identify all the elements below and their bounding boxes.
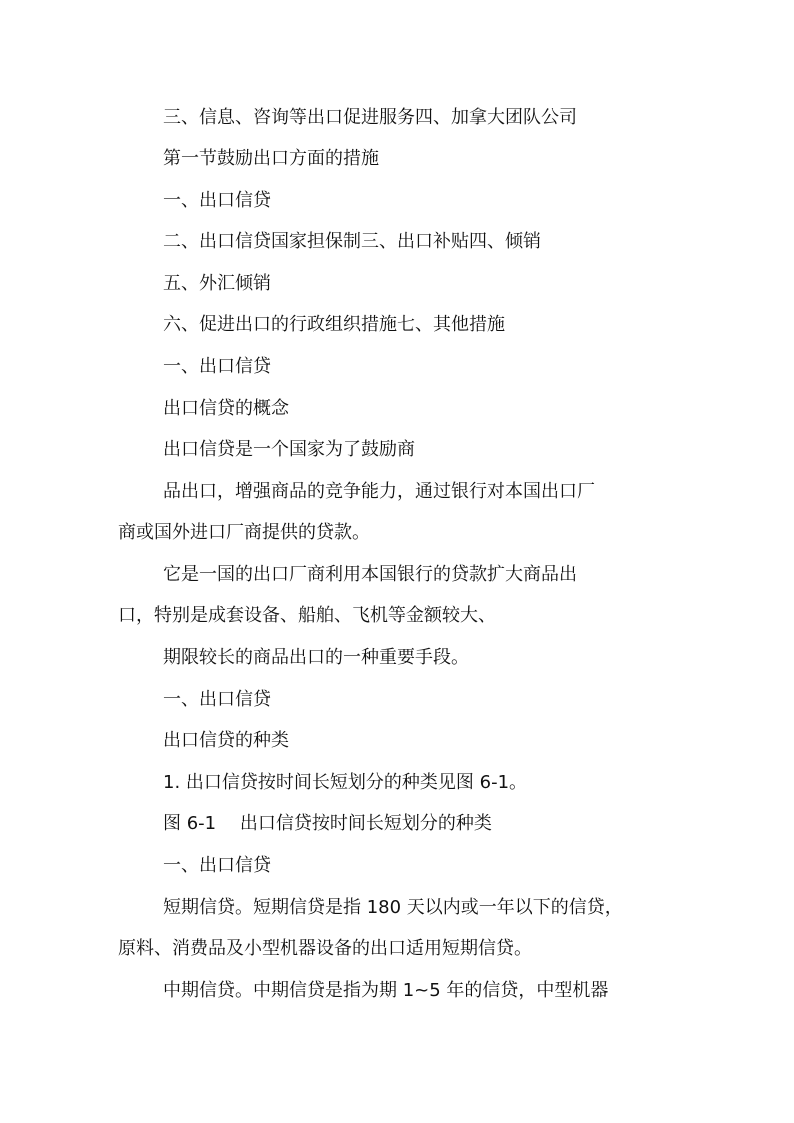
text-line: 六、促进出口的行政组织措施七、其他措施 — [163, 314, 505, 335]
section-heading: 第一节鼓励出口方面的措施 — [163, 148, 379, 169]
paragraph-line: 原料、消费品及小型机器设备的出口适用短期信贷。 — [118, 938, 532, 959]
text-line: 一、出口信贷 — [163, 356, 271, 377]
text-line: 出口信贷是一个国家为了鼓励商 — [163, 439, 415, 460]
text-line: 一、出口信贷 — [163, 689, 271, 710]
text-line: 三、信息、咨询等出口促进服务四、加拿大团队公司 — [163, 107, 577, 128]
text-line: 一、出口信贷 — [163, 855, 271, 876]
paragraph-line: 口，特别是成套设备、船舶、飞机等金额较大、 — [118, 605, 496, 626]
text-line: 出口信贷的概念 — [163, 398, 289, 419]
paragraph-line: 短期信贷。短期信贷是指 180 天以内或一年以下的信贷， — [163, 897, 623, 918]
text-line: 1. 出口信贷按时间长短划分的种类见图 6-1。 — [163, 772, 528, 793]
paragraph-line: 期限较长的商品出口的一种重要手段。 — [163, 647, 469, 668]
text-line: 出口信贷的种类 — [163, 730, 289, 751]
paragraph-line: 它是一国的出口厂商利用本国银行的贷款扩大商品出 — [163, 564, 577, 585]
text-line: 一、出口信贷 — [163, 190, 271, 211]
text-line: 五、外汇倾销 — [163, 273, 271, 294]
text-line: 二、出口信贷国家担保制三、出口补贴四、倾销 — [163, 231, 541, 252]
paragraph-line: 中期信贷。中期信贷是指为期 1~5 年的信贷，中型机器 — [163, 980, 609, 1001]
paragraph-line: 品出口，增强商品的竞争能力，通过银行对本国出口厂 — [163, 481, 595, 502]
figure-caption: 图 6-1 出口信贷按时间长短划分的种类 — [163, 813, 492, 834]
paragraph-line: 商或国外进口厂商提供的贷款。 — [118, 522, 370, 543]
